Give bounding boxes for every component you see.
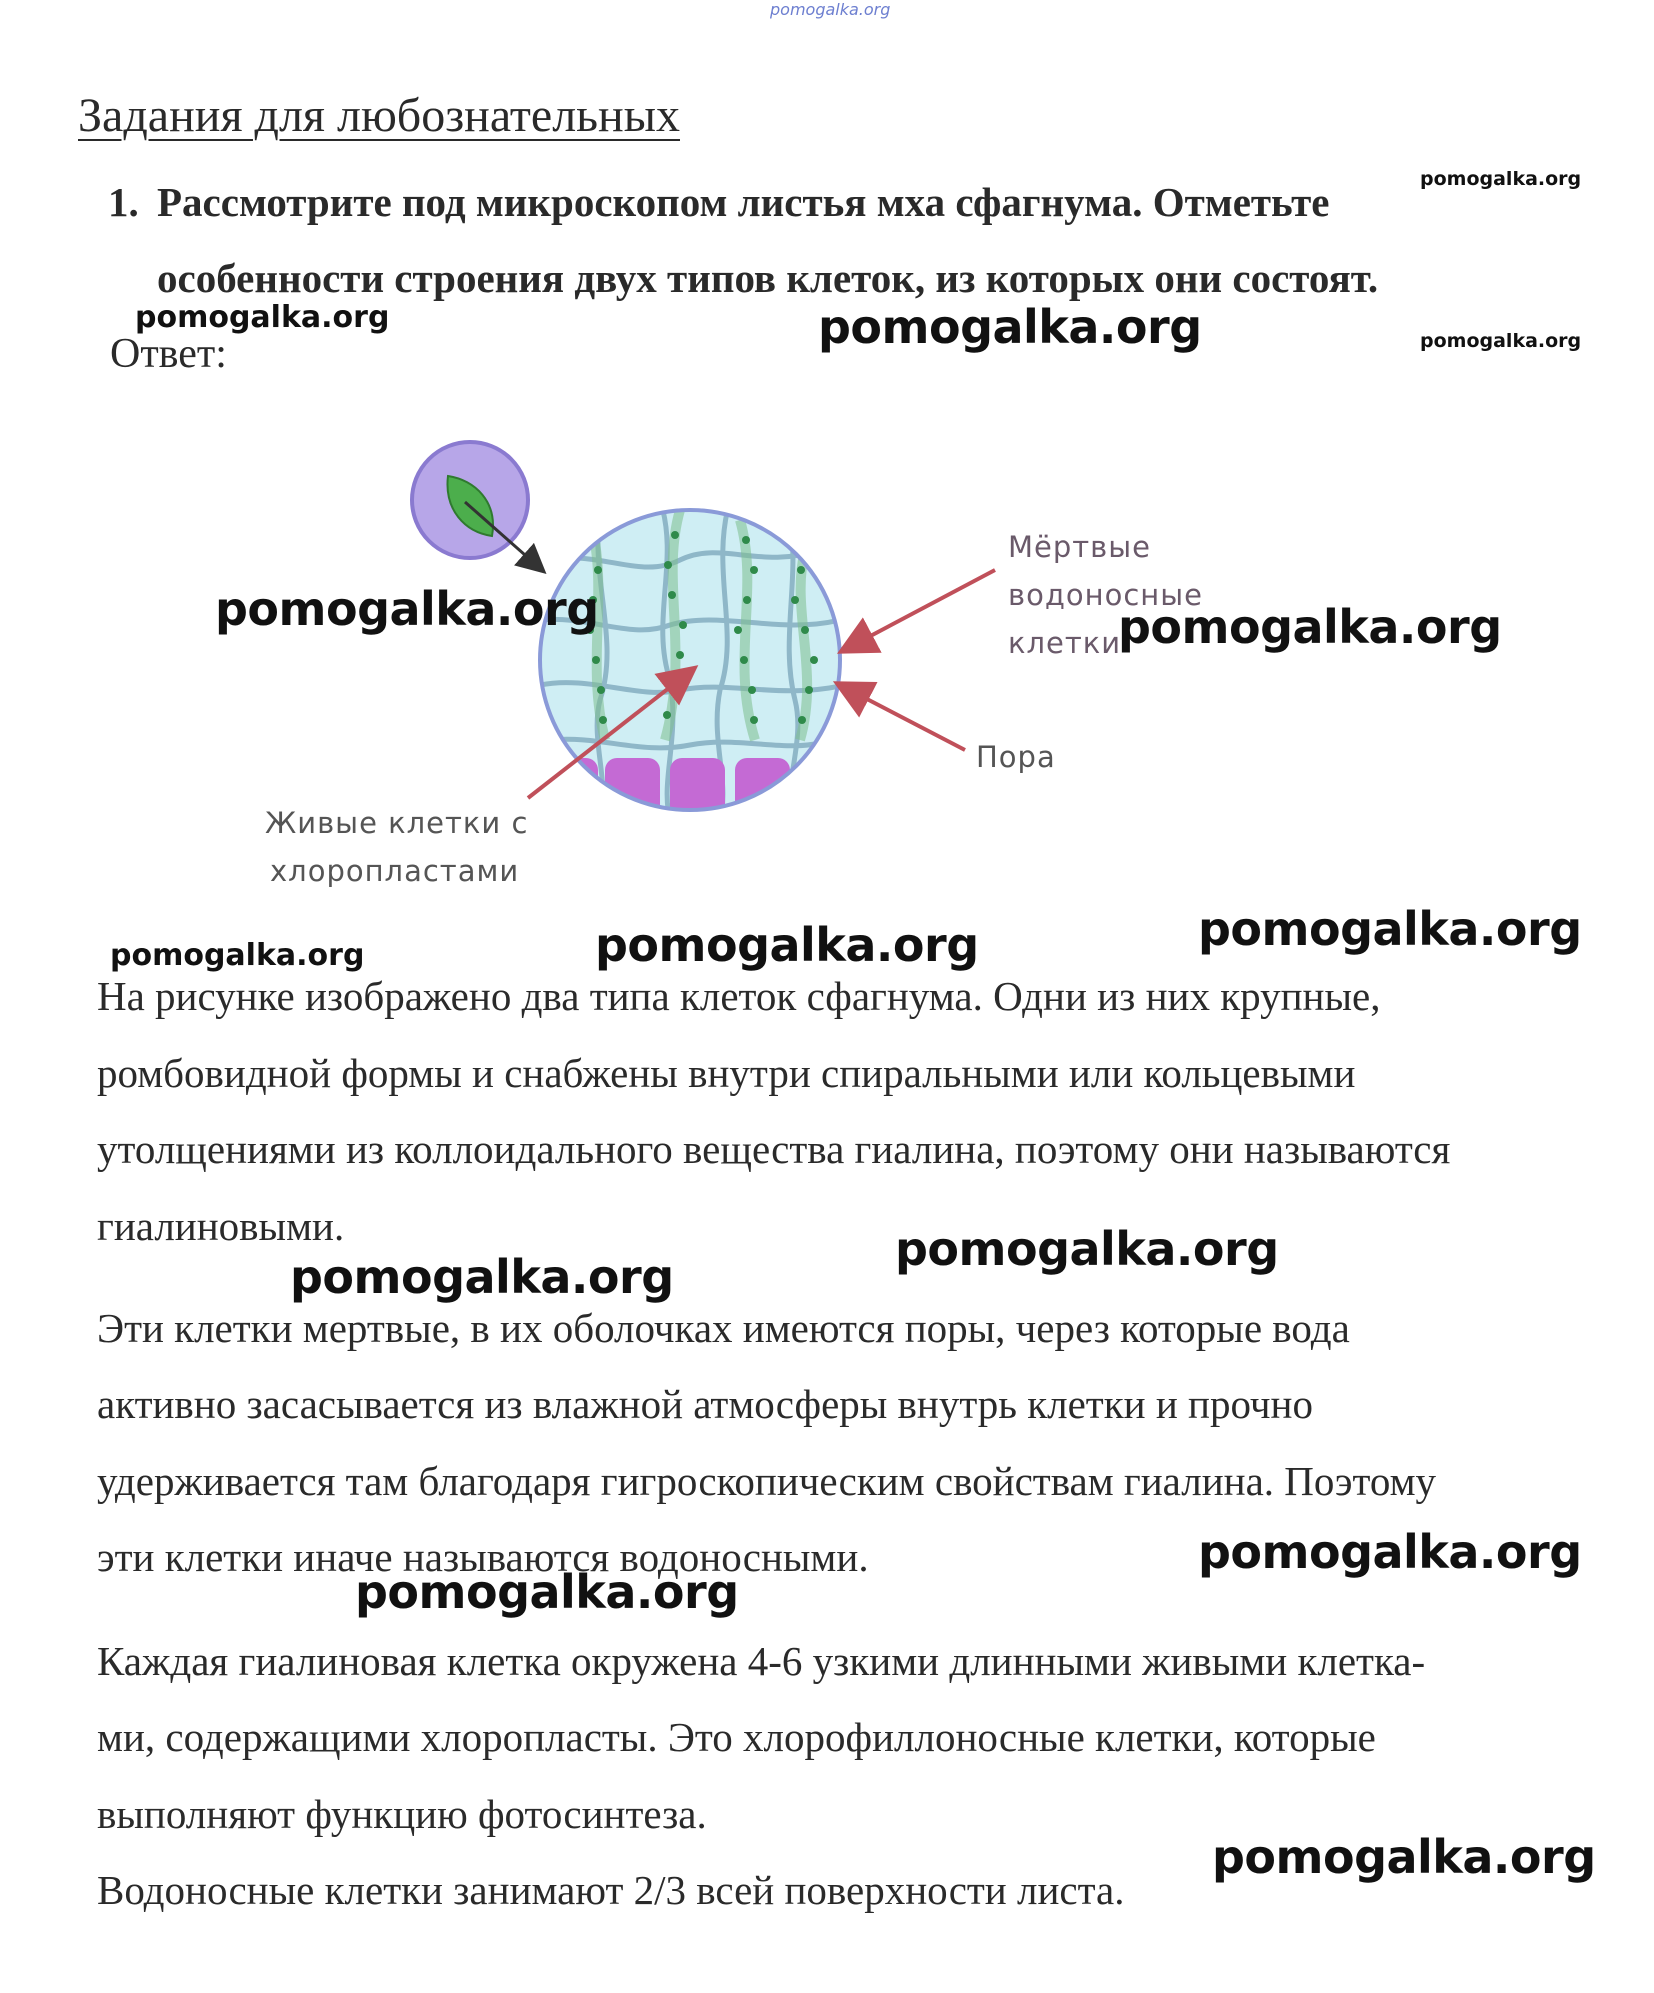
magnified-cells [540, 500, 846, 820]
paragraph-1-line-2: ромбовидной формы и снабжены внутри спиральными или кольцевыми [97, 1050, 1356, 1096]
paragraph-3-line-2: ми, содержащими хлоропласты. Это хлорофиллоносные клетки, которые [97, 1714, 1376, 1760]
paragraph-1-line-4: гиалиновыми. [97, 1203, 345, 1249]
watermark: pomogalka.org [895, 1222, 1279, 1276]
label-pore: Пора [976, 740, 1056, 774]
watermark: pomogalka.org [355, 1565, 739, 1619]
watermark: pomogalka.org [215, 582, 599, 636]
watermark: pomogalka.org [1420, 330, 1582, 352]
sphagnum-figure [260, 440, 1203, 900]
section-heading: Задания для любознательных [78, 89, 680, 142]
watermark: pomogalka.org [135, 300, 390, 335]
watermark: pomogalka.org [1212, 1830, 1596, 1884]
label-dead-cells-1: Мёртвые [1008, 530, 1151, 564]
watermark: pomogalka.org [1198, 902, 1582, 956]
task-number: 1. [108, 179, 139, 225]
leaf-lens [412, 442, 542, 570]
paragraph-2-line-1: Эти клетки мертвые, в их оболочках имеются поры, через которые вода [97, 1305, 1350, 1351]
task-line-1: Рассмотрите под микроскопом листья мха сфагнума. Отметьте [157, 179, 1330, 225]
watermark: pomogalka.org [110, 938, 365, 973]
label-dead-cells-2: водоносные [1008, 578, 1203, 612]
watermark: pomogalka.org [1118, 600, 1502, 654]
paragraph-3-line-1: Каждая гиалиновая клетка окружена 4-6 узкими длинными живыми клетка- [97, 1638, 1426, 1684]
label-dead-cells-3: клетки [1008, 626, 1122, 660]
paragraph-2-line-4: эти клетки иначе называются водоносными. [97, 1534, 869, 1580]
label-living-cells-2: хлоропластами [270, 854, 520, 888]
label-living-cells-1: Живые клетки с [265, 806, 529, 840]
paragraph-2-line-2: активно засасывается из влажной атмосферы внутрь клетки и прочно [97, 1381, 1313, 1427]
watermark: pomogalka.org [1198, 1525, 1582, 1579]
paragraph-3-line-3: выполняют функцию фотосинтеза. [97, 1791, 707, 1837]
arrow-dead-cells [844, 570, 995, 650]
watermark: pomogalka.org [595, 918, 979, 972]
paragraph-2-line-3: удерживается там благодаря гигроскопическим свойствам гиалина. Поэтому [97, 1458, 1437, 1504]
answer-label: Ответ: [110, 331, 227, 377]
top-watermark: pomogalka.org [770, 0, 891, 19]
watermark: pomogalka.org [1420, 168, 1582, 190]
watermark: pomogalka.org [290, 1250, 674, 1304]
arrow-pore [840, 685, 965, 750]
task-line-2: особенности строения двух типов клеток, из которых они состоят. [157, 255, 1379, 301]
watermark: pomogalka.org [818, 300, 1202, 354]
paragraph-1-line-1: На рисунке изображено два типа клеток сфагнума. Одни из них крупные, [97, 973, 1381, 1019]
paragraph-4-line-1: Водоносные клетки занимают 2/3 всей поверхности листа. [97, 1867, 1125, 1913]
paragraph-1-line-3: утолщениями из коллоидального вещества гиалина, поэтому они называются [97, 1126, 1451, 1172]
